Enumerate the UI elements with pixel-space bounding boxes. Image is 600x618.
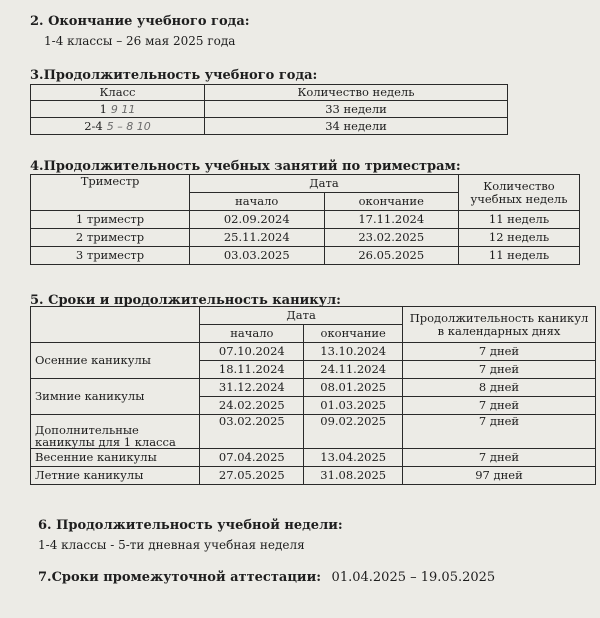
col-header-class: Класс [31, 85, 205, 101]
end-cell: 13.10.2024 [304, 343, 403, 361]
start-cell: 03.03.2025 [190, 247, 325, 265]
start-cell: 25.11.2024 [190, 229, 325, 247]
days-cell: 97 дней [402, 467, 595, 485]
days-cell: 7 дней [402, 449, 595, 467]
term-cell: 1 триместр [31, 211, 190, 229]
table-row [31, 467, 596, 485]
table-row [31, 343, 596, 361]
section-4-title: 4.Продолжительность учебных занятий по триместрам: [30, 159, 461, 174]
col-header-end: окончание [324, 193, 459, 211]
days-cell: 7 дней [402, 343, 595, 361]
section-2-title: 2. Окончание учебного года: [30, 14, 250, 29]
holiday-name-summer: Летние каникулы [31, 467, 200, 485]
days-cell: 8 дней [402, 379, 595, 397]
end-cell: 13.04.2025 [304, 449, 403, 467]
section-6-text: 1-4 классы - 5-ти дневная учебная неделя [38, 538, 305, 552]
col-header-duration: Продолжительность каникул в календарных днях [402, 307, 595, 343]
weeks-cell: 34 недели [205, 118, 508, 135]
days-cell: 7 дней [402, 361, 595, 379]
table-row [31, 118, 508, 135]
term-cell: 2 триместр [31, 229, 190, 247]
holiday-name-autumn: Осенние каникулы [31, 343, 200, 379]
col-header-end: окончание [304, 325, 403, 343]
trimester-table [30, 174, 580, 265]
days-cell: 7 дней [402, 397, 595, 415]
col-header-start: начало [200, 325, 304, 343]
school-year-table [30, 84, 508, 135]
start-cell: 07.04.2025 [200, 449, 304, 467]
end-cell: 23.02.2025 [324, 229, 459, 247]
start-cell: 27.05.2025 [200, 467, 304, 485]
end-cell: 26.05.2025 [324, 247, 459, 265]
table-row [31, 229, 580, 247]
end-cell: 09.02.2025 [304, 415, 403, 449]
end-cell: 01.03.2025 [304, 397, 403, 415]
end-cell: 17.11.2024 [324, 211, 459, 229]
section-7-dates: 01.04.2025 – 19.05.2025 [331, 570, 496, 585]
table-row [31, 379, 596, 397]
start-cell: 24.02.2025 [200, 397, 304, 415]
col-header-date: Дата [200, 307, 403, 325]
section-5-title: 5. Сроки и продолжительность каникул: [30, 293, 341, 308]
section-7-title: 7.Сроки промежуточной аттестации: 01.04.2025 – 19.05.2025 [38, 570, 496, 585]
holiday-name-winter: Зимние каникулы [31, 379, 200, 415]
end-cell: 31.08.2025 [304, 467, 403, 485]
section-2-text: 1-4 классы – 26 мая 2025 года [44, 34, 236, 48]
col-header-weeks: Количество учебных недель [459, 175, 580, 211]
term-cell: 3 триместр [31, 247, 190, 265]
class-cell: 1 9 11 [31, 101, 205, 118]
section-3-title: 3.Продолжительность учебного года: [30, 68, 318, 83]
start-cell: 07.10.2024 [200, 343, 304, 361]
weeks-cell: 33 недели [205, 101, 508, 118]
class-cell: 2-4 5 – 8 10 [31, 118, 205, 135]
holiday-name-extra: Дополнительные каникулы для 1 класса [31, 415, 200, 449]
days-cell: 7 дней [402, 415, 595, 449]
col-header-weeks: Количество недель [205, 85, 508, 101]
handwritten-note: 9 11 [110, 102, 136, 116]
col-header-start: начало [190, 193, 325, 211]
holiday-name-spring: Весенние каникулы [31, 449, 200, 467]
col-header-term: Триместр [31, 175, 190, 211]
table-row [31, 415, 596, 449]
holidays-table [30, 306, 596, 485]
start-cell: 31.12.2024 [200, 379, 304, 397]
col-header-empty [31, 307, 200, 343]
handwritten-note: 5 – 8 10 [106, 119, 151, 133]
start-cell: 02.09.2024 [190, 211, 325, 229]
weeks-cell: 11 недель [459, 211, 580, 229]
table-row [31, 211, 580, 229]
table-row [31, 101, 508, 118]
section-6-title: 6. Продолжительность учебной недели: [38, 518, 343, 533]
start-cell: 18.11.2024 [200, 361, 304, 379]
table-row [31, 449, 596, 467]
col-header-date: Дата [190, 175, 459, 193]
table-row [31, 247, 580, 265]
start-cell: 03.02.2025 [200, 415, 304, 449]
weeks-cell: 12 недель [459, 229, 580, 247]
weeks-cell: 11 недель [459, 247, 580, 265]
end-cell: 24.11.2024 [304, 361, 403, 379]
end-cell: 08.01.2025 [304, 379, 403, 397]
